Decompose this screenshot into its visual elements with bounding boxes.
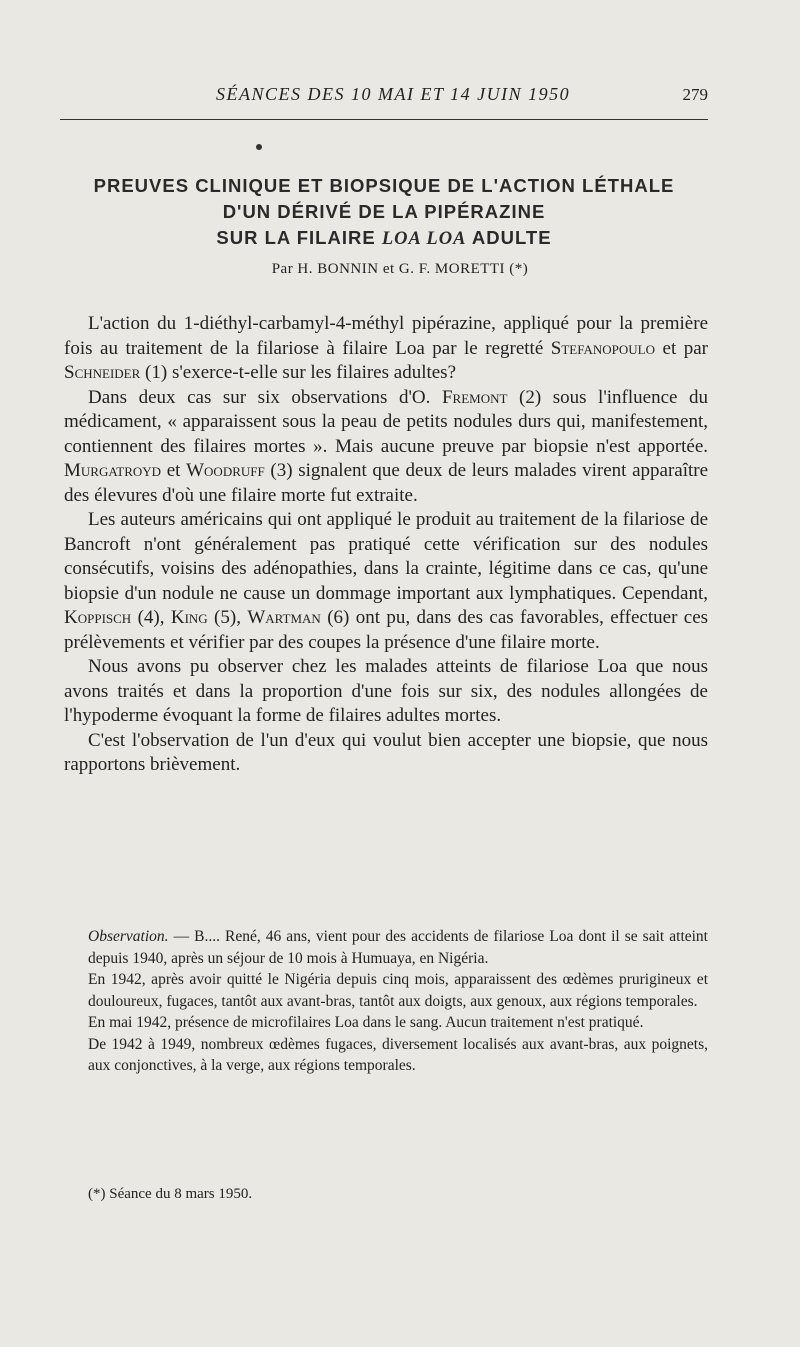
paragraph-1: [64, 312, 708, 386]
observation-3: En mai 1942, présence de microfilaires Loa dans le sang. Aucun traitement n'est pratiqué.: [88, 1014, 644, 1031]
p1-text-a: L'action du 1-diéthyl-carbamyl-4-méthyl pipérazine, appliqué pour la première fois au traitement de la filariose à filaire Loa par le regretté: [64, 313, 708, 359]
ink-dot: [256, 144, 262, 150]
article-body: [64, 312, 708, 778]
author-ref-stefanopoulo: Stefanopoulo: [550, 337, 655, 359]
paragraph-4: Nous avons pu observer chez les malades atteints de filariose Loa que nous avons traités et dans la proportion d'une fois sur six, des nodules allongées de l'hypoderme évoquant la forme de filaires adultes mortes.: [64, 656, 708, 726]
author-ref-murgatroyd: Murgatroyd: [64, 460, 162, 481]
p3-text-b: (4),: [137, 607, 165, 628]
p3-text-a: Les auteurs américains qui ont appliqué le produit au traitement de la filariose de Bancroft n'ont généralement pas pratiqué cette vérification sur des nodules consécutifs, voisins des adénopathies, dans la crainte, légitime dans ce cas, qu'une biopsie d'un nodule ne cause un dommage important aux lymphatiques. Cependant,: [64, 509, 708, 604]
title-line-3-prefix: SUR LA FILAIRE: [216, 227, 376, 248]
author-ref-schneider: Schneider: [64, 362, 141, 383]
article-title: [56, 173, 712, 252]
observation-2: En 1942, après avoir quitté le Nigéria depuis cinq mois, apparaissent des œdèmes prurigineux et douloureux, fugaces, tantôt aux avant-bras, tantôt aux doigts, aux genoux, aux régions temporales.: [88, 971, 708, 1010]
observation-1: [88, 926, 708, 969]
header-rule: [60, 119, 708, 120]
title-line-2: D'UN DÉRIVÉ DE LA PIPÉRAZINE: [222, 201, 546, 222]
footnote: (*) Séance du 8 mars 1950.: [88, 1186, 253, 1202]
paragraph-5: C'est l'observation de l'un d'eux qui voulut bien accepter une biopsie, que nous rapportons brièvement.: [64, 729, 708, 775]
p2-text-b: (2) sous l'influence du médicament, « apparaissent sous la peau de petits nodules durs qui, manifestement, contiennent des filaires mortes ». Mais aucune preuve par biopsie n'est apportée.: [64, 386, 708, 457]
p1-text-b: et par: [662, 337, 708, 359]
p3-text-c: (5),: [214, 607, 241, 628]
observation-section: [88, 926, 708, 1077]
observation-4: De 1942 à 1949, nombreux œdèmes fugaces, diversement localisés aux avant-bras, aux poignets, aux conjonctives, à la verge, aux régions temporales.: [88, 1035, 708, 1074]
author-ref-koppisch: Koppisch: [64, 607, 132, 628]
title-species: LOA LOA: [381, 229, 467, 249]
title-line-3: [56, 225, 712, 252]
paragraph-3: [64, 508, 708, 655]
running-header: [60, 84, 708, 105]
observation-label: Observation.: [88, 928, 169, 945]
paragraph-2: [64, 386, 708, 509]
title-line-1: PREUVES CLINIQUE ET BIOPSIQUE DE L'ACTION LÉTHALE: [93, 175, 675, 196]
author-ref-woodruff: Woodruff: [186, 460, 265, 481]
p2-text-a: Dans deux cas sur six observations d'O.: [88, 386, 431, 408]
p1-text-c: (1) s'exerce-t-elle sur les filaires adultes?: [145, 362, 457, 383]
p3-text-d: (6) ont pu, dans des cas favorables, effectuer ces prélèvements et vérifier par des coupes la présence d'une filaire morte.: [64, 607, 709, 653]
running-title: SÉANCES DES 10 MAI ET 14 JUIN 1950: [216, 84, 571, 104]
title-line-3-suffix: ADULTE: [471, 227, 552, 248]
p2-text-d: (3) signalent que deux de leurs malades virent apparaître des élevures d'où une filaire morte fut extraite.: [64, 460, 709, 506]
observation-1-text: — B.... René, 46 ans, vient pour des accidents de filariose Loa dont il se sait atteint depuis 1940, après un séjour de 10 mois à Humuaya, en Nigéria.: [88, 928, 708, 967]
author-ref-wartman: Wartman: [247, 607, 321, 628]
page-number: 279: [682, 85, 708, 104]
p2-text-c: et: [166, 460, 181, 481]
authors: Par H. BONNIN et G. F. MORETTI (*): [271, 261, 529, 277]
author-ref-fremont: Fremont: [441, 386, 508, 408]
author-ref-king: King: [170, 607, 208, 628]
